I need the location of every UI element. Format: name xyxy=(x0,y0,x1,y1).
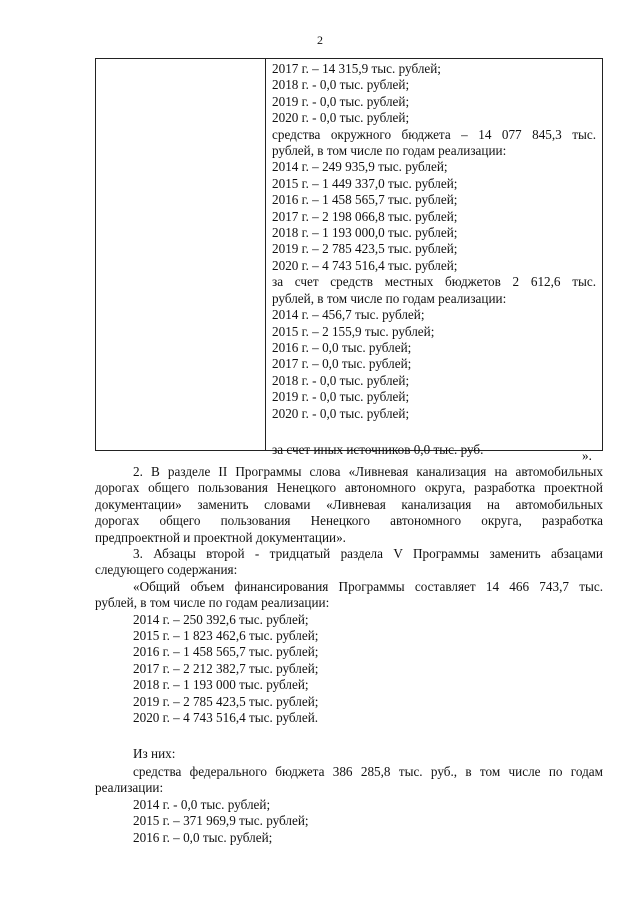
paragraph-line: 2. В разделе II Программы слова «Ливневая канализация на автомобильных xyxy=(133,464,603,479)
table-line: 2014 г. – 249 935,9 тыс. рублей; xyxy=(272,159,448,175)
item-2-paragraph xyxy=(95,464,603,546)
financing-table xyxy=(95,58,603,458)
paragraph-line: дорогах общего пользования Ненецкого автономного округа, разработка xyxy=(95,513,603,529)
table-line: 2018 г. – 1 193 000,0 тыс. рублей; xyxy=(272,225,458,241)
table-line: 2017 г. – 2 198 066,8 тыс. рублей; xyxy=(272,208,458,224)
total-financing xyxy=(95,579,603,727)
paragraph-line: рублей, в том числе по годам реализации: xyxy=(95,595,330,611)
table-line: рублей, в том числе по годам реализации: xyxy=(272,143,507,159)
page-number: 2 xyxy=(317,33,323,47)
year-line: 2017 г. – 2 212 382,7 тыс. рублей; xyxy=(133,660,319,676)
item-3-paragraph xyxy=(95,546,603,579)
table-column-divider xyxy=(265,59,266,450)
year-line: 2016 г. – 0,0 тыс. рублей; xyxy=(133,829,273,845)
table-line: за счет средств местных бюджетов 2 612,6 тыс. xyxy=(272,274,596,290)
table-line: 2017 г. – 0,0 тыс. рублей; xyxy=(272,356,412,372)
closing-quote: ». xyxy=(582,448,592,463)
table-line: рублей, в том числе по годам реализации: xyxy=(272,290,507,306)
table-line: 2020 г. - 0,0 тыс. рублей; xyxy=(272,110,410,126)
table-line: 2019 г. - 0,0 тыс. рублей; xyxy=(272,93,410,109)
year-line: 2019 г. – 2 785 423,5 тыс. рублей; xyxy=(133,693,319,709)
table-line: за счет иных источников 0,0 тыс. руб. xyxy=(272,442,484,458)
table-line: 2016 г. – 1 458 565,7 тыс. рублей; xyxy=(272,192,458,208)
year-line: 2018 г. – 1 193 000 тыс. рублей; xyxy=(133,677,309,693)
paragraph-line: средства федерального бюджета 386 285,8 тыс. руб., в том числе по годам xyxy=(133,763,603,779)
paragraph-line: предпроектной и проектной документации». xyxy=(95,529,346,545)
table-line: 2016 г. – 0,0 тыс. рублей; xyxy=(272,339,412,355)
table-line: 2019 г. – 2 785 423,5 тыс. рублей; xyxy=(272,241,458,257)
document-body xyxy=(95,464,603,846)
table-line: 2015 г. – 2 155,9 тыс. рублей; xyxy=(272,323,435,339)
table-line: 2015 г. – 1 449 337,0 тыс. рублей; xyxy=(272,175,458,191)
year-line: 2015 г. – 1 823 462,6 тыс. рублей; xyxy=(133,628,319,644)
table-line: 2020 г. - 0,0 тыс. рублей; xyxy=(272,405,410,421)
table-line: 2018 г. - 0,0 тыс. рублей; xyxy=(272,77,410,93)
paragraph-line: реализации: xyxy=(95,780,164,796)
paragraph-line: «Общий объем финансирования Программы составляет 14 466 743,7 тыс. xyxy=(133,578,603,594)
year-line: 2014 г. – 250 392,6 тыс. рублей; xyxy=(133,611,309,627)
table-line: средства окружного бюджета – 14 077 845,3 тыс. xyxy=(272,126,596,142)
year-line: 2016 г. – 1 458 565,7 тыс. рублей; xyxy=(133,644,319,660)
federal-budget xyxy=(95,764,603,846)
blank-line xyxy=(95,727,603,746)
paragraph-line: следующего содержания: xyxy=(95,562,238,578)
table-line: 2018 г. - 0,0 тыс. рублей; xyxy=(272,372,410,388)
table-right-cell xyxy=(272,61,596,459)
table-line: 2017 г. – 14 315,9 тыс. рублей; xyxy=(272,61,441,76)
paragraph-line: документации» заменить словами «Ливневая канализация на автомобильных xyxy=(95,496,603,512)
table-line: 2019 г. - 0,0 тыс. рублей; xyxy=(272,389,410,405)
of-them-label: Из них: xyxy=(133,745,176,761)
year-line: 2015 г. – 371 969,9 тыс. рублей; xyxy=(133,813,309,829)
table-blank-line xyxy=(272,422,596,438)
year-line: 2020 г. – 4 743 516,4 тыс. рублей. xyxy=(133,710,319,726)
year-line: 2014 г. - 0,0 тыс. рублей; xyxy=(133,796,271,812)
paragraph-line: дорогах общего пользования Ненецкого автономного округа, разработка проектной xyxy=(95,480,603,496)
table-line: 2020 г. – 4 743 516,4 тыс. рублей; xyxy=(272,257,458,273)
table-line: 2014 г. – 456,7 тыс. рублей; xyxy=(272,307,425,323)
paragraph-line: 3. Абзацы второй - тридцатый раздела V Программы заменить абзацами xyxy=(133,546,603,562)
